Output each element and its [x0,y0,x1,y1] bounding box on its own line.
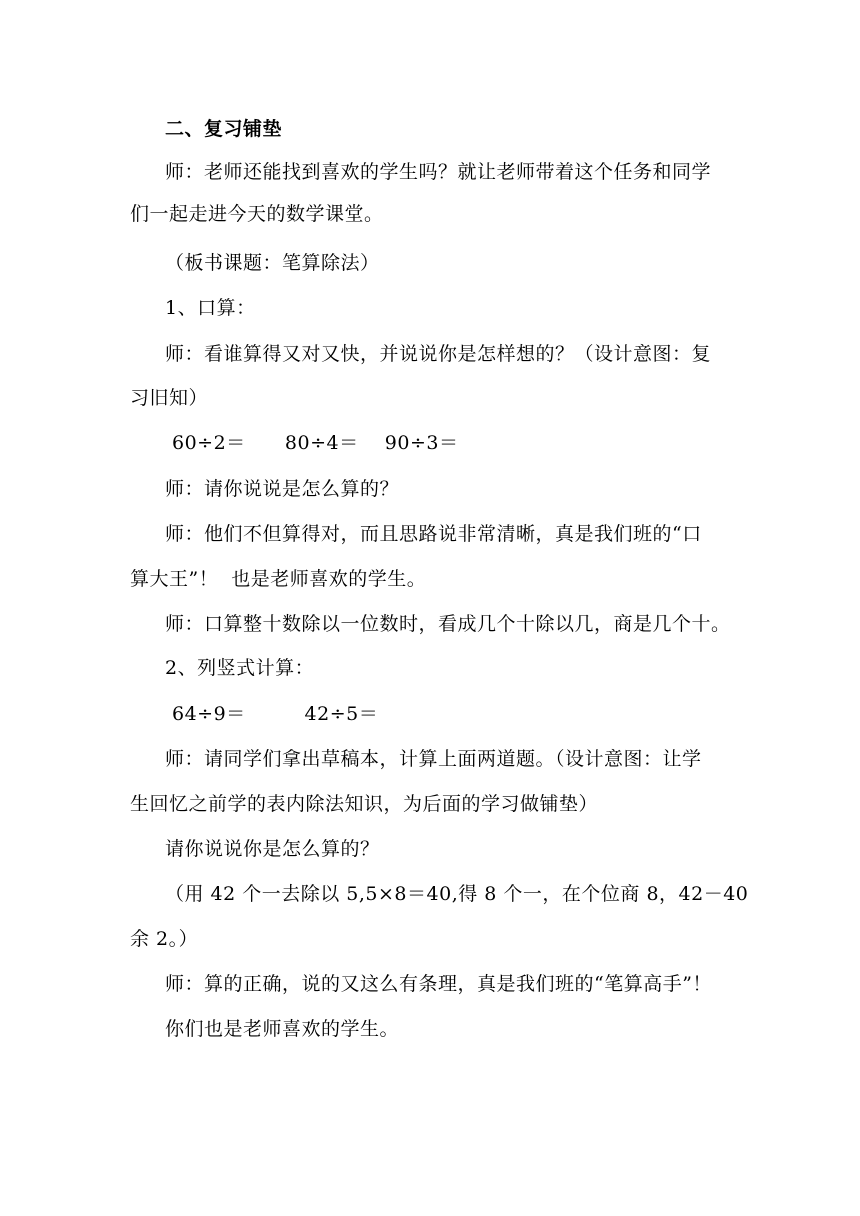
paragraph-line: 你们也是老师喜欢的学生。 [165,1018,400,1040]
paragraph-line: 习旧知） [130,387,209,409]
section-heading: 二、复习铺垫 [165,118,283,140]
paragraph-line: 师：算的正确，说的又这么有条理，真是我们班的“笔算高手”！ [165,973,712,995]
paragraph-line: 们一起走进今天的数学课堂。 [130,203,384,225]
paragraph-line: 师：他们不但算得对，而且思路说非常清晰，真是我们班的“口 [165,523,702,545]
paragraph-line: 1、口算： [165,297,256,319]
paragraph-line: 请你说说你是怎么算的？ [165,838,380,860]
paragraph-line: （用 42 个一去除以 5,5×8＝40,得 8 个一，在个位商 8，42－40 [165,883,749,905]
paragraph-line: 师：请你说说是怎么算的？ [165,478,400,500]
paragraph-line: （板书课题：笔算除法） [165,252,380,274]
paragraph-line: 师：请同学们拿出草稿本，计算上面两道题。（设计意图：让学 [165,748,702,770]
paragraph-line: 2、列竖式计算： [165,657,315,679]
paragraph-line: 算大王”！ 也是老师喜欢的学生。 [130,568,427,590]
paragraph-line: 生回忆之前学的表内除法知识，为后面的学习做铺垫） [130,793,599,815]
paragraph-line: 师：老师还能找到喜欢的学生吗？就让老师带着这个任务和同学 [165,161,712,183]
paragraph-line: 师：口算整十数除以一位数时，看成几个十除以几，商是几个十。 [165,613,731,635]
math-expression-line: 64÷9＝ 42÷5＝ [172,703,379,725]
paragraph-line: 师：看谁算得又对又快，并说说你是怎样想的？（设计意图：复 [165,343,712,365]
paragraph-line: 余 2。） [130,928,199,950]
math-expression-line: 60÷2＝ 80÷4＝ 90÷3＝ [172,432,459,454]
